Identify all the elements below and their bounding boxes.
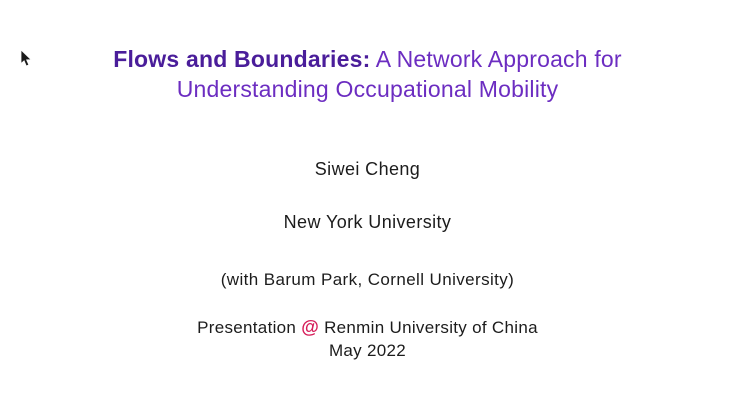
author-institute: New York University xyxy=(283,212,452,232)
slide-title xyxy=(0,44,735,104)
author-name: Siwei Cheng xyxy=(314,159,421,179)
collaboration-credit: (with Barum Park, Cornell University) xyxy=(220,270,515,289)
slide-title-regular-text: A Network Approach for xyxy=(370,46,622,72)
slide-title-line2: Understanding Occupational Mobility xyxy=(176,76,559,102)
venue-prefix: Presentation xyxy=(197,318,302,337)
presentation-date: May 2022 xyxy=(328,341,407,360)
venue-suffix: Renmin University of China xyxy=(319,318,538,337)
slide-title-line1 xyxy=(0,44,735,74)
slide-title-bold-text: Flows and Boundaries: xyxy=(113,46,371,72)
venue-line xyxy=(0,315,735,340)
at-symbol: @ xyxy=(301,317,320,337)
